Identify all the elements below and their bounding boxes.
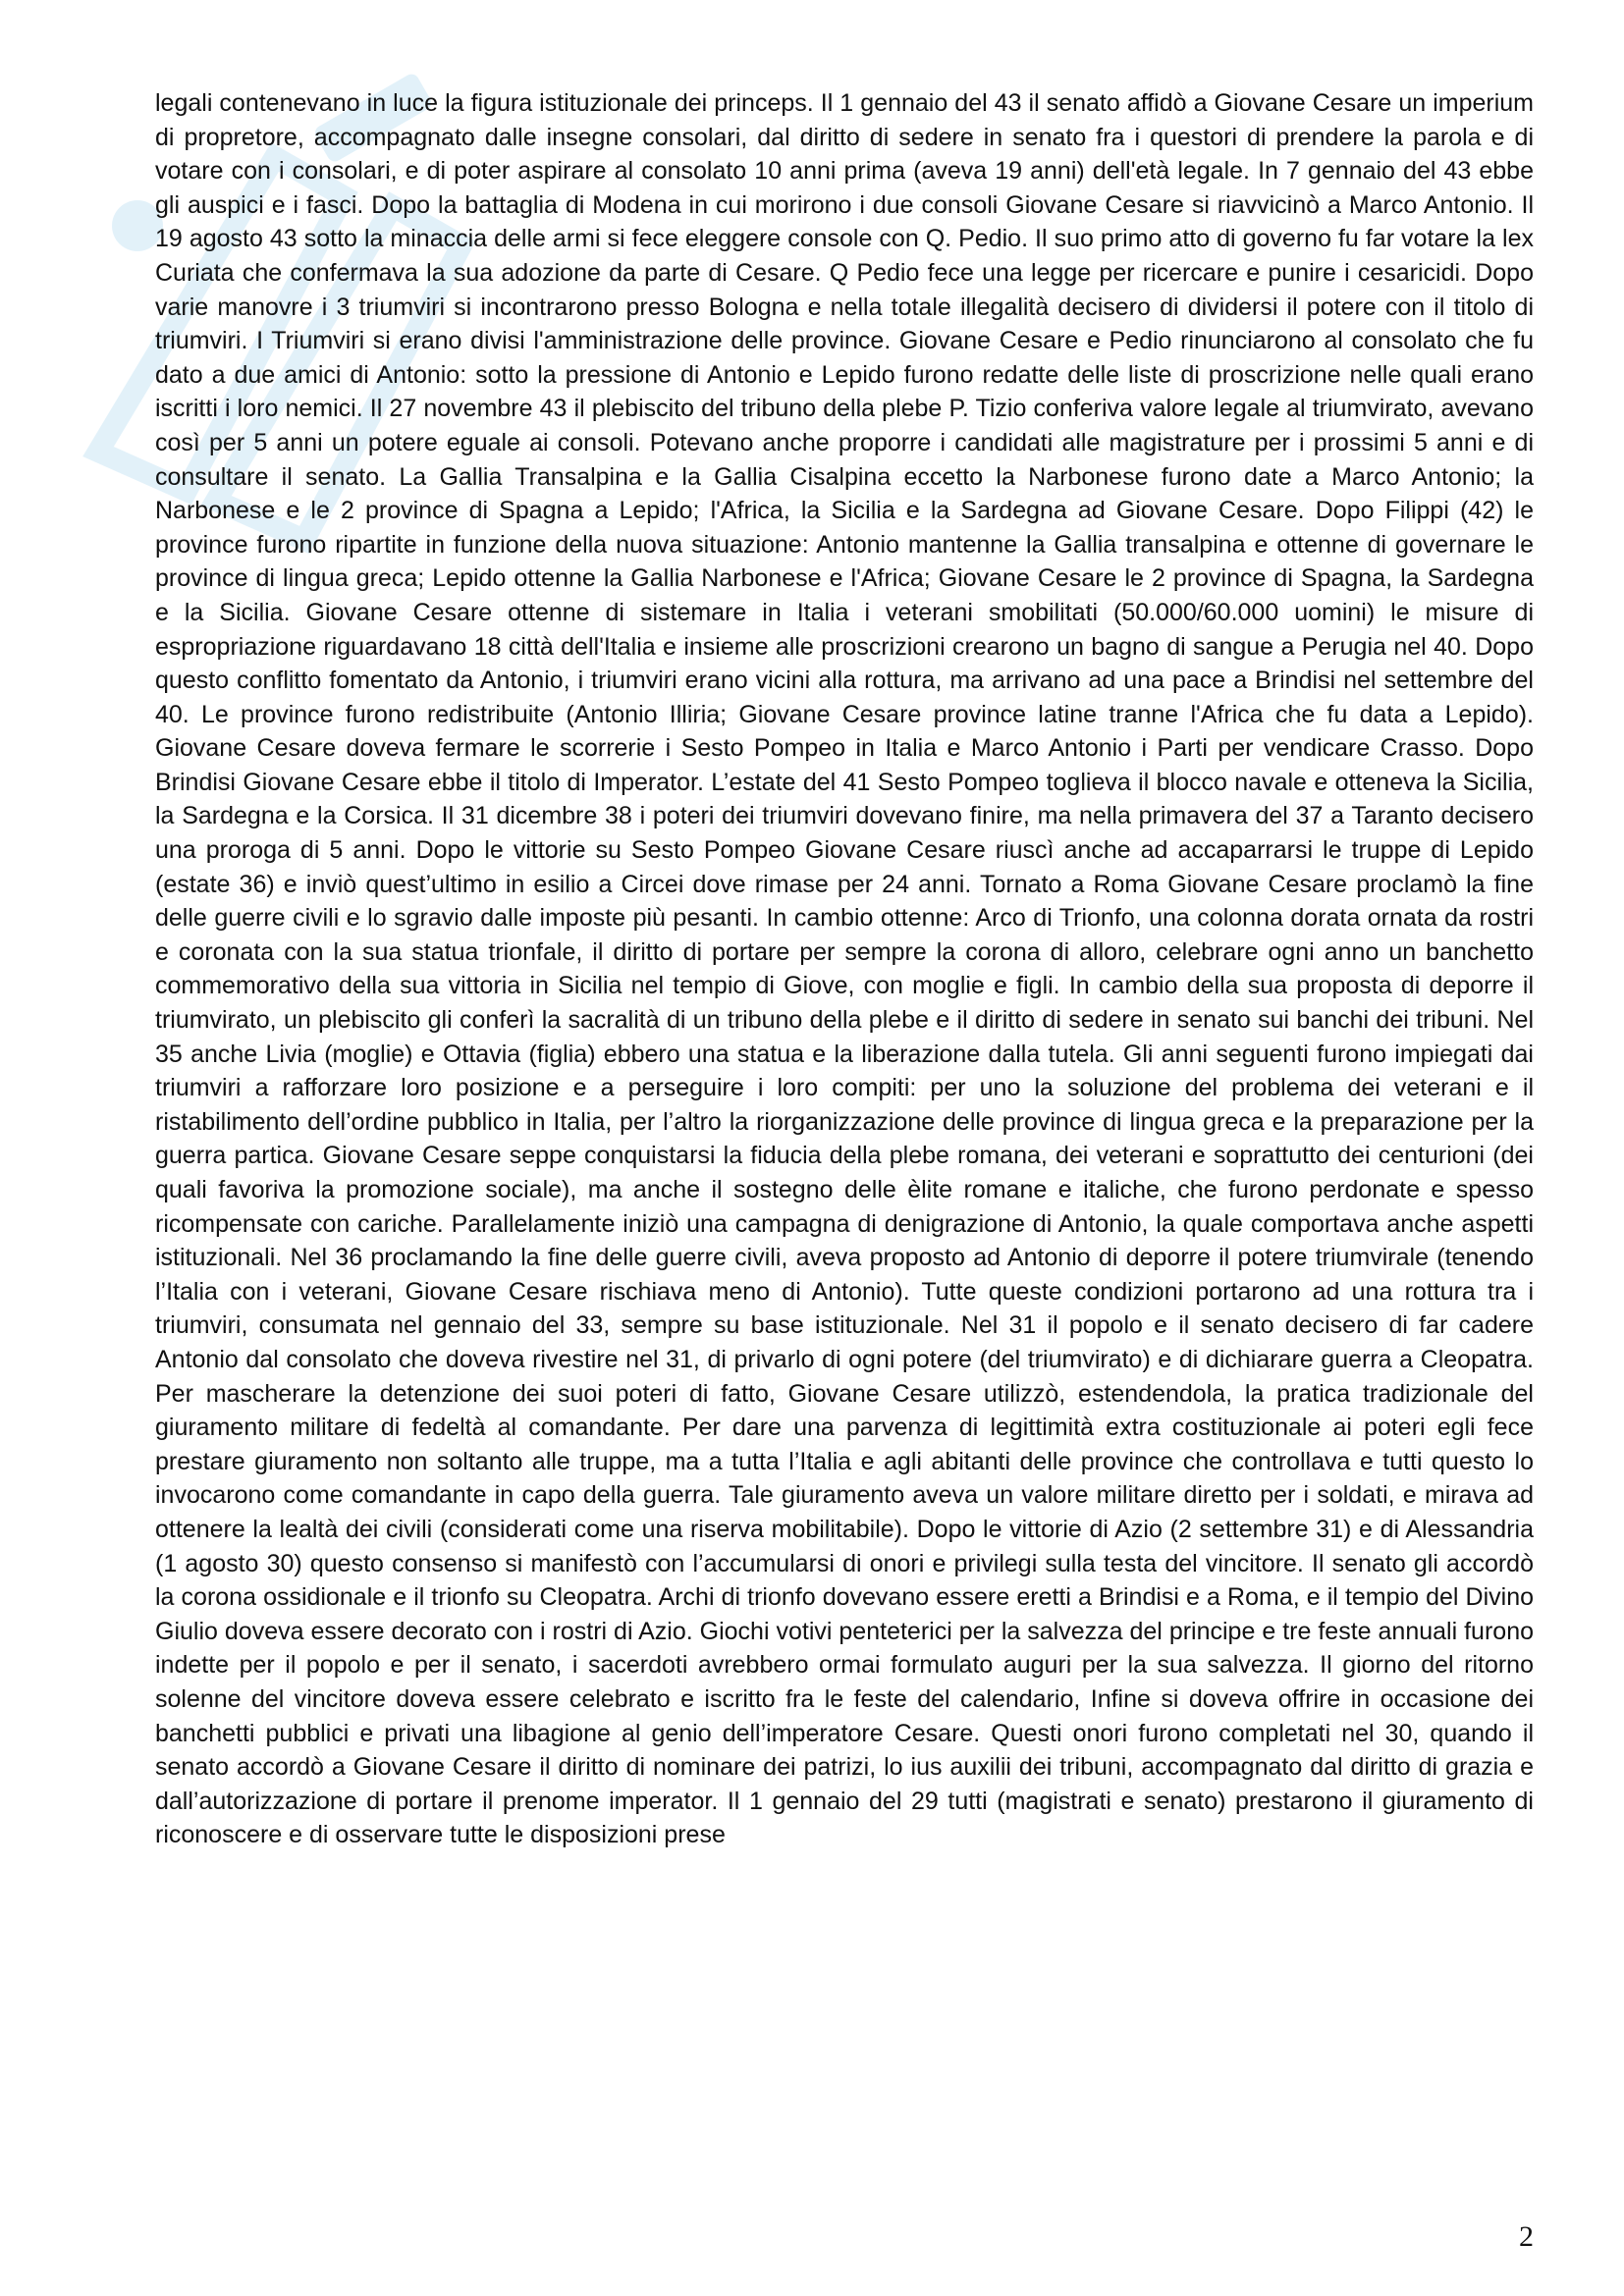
page-number: 2 <box>1519 2220 1534 2253</box>
body-paragraph: legali contenevano in luce la figura istituzionale dei princeps. Il 1 gennaio del 43 il senato affidò a Giovane Cesare un imperium di propretore, accompagnato dalle insegne consolari, dal diritto di sedere in senato fra i questori di prendere la parola e di votare con i consolari, e di poter aspirare al consolato 10 anni prima (aveva 19 anni) dell'età legale. In 7 gennaio del 43 ebbe gli auspici e i fasci. Dopo la battaglia di Modena in cui morirono i due consoli Giovane Cesare si riavvicinò a Marco Antonio. Il 19 agosto 43 sotto la minaccia delle armi si fece eleggere console con Q. Pedio. Il suo primo atto di governo fu far votare la lex Curiata che confermava la sua adozione da parte di Cesare. Q Pedio fece una legge per ricercare e punire i cesaricidi. Dopo varie manovre i 3 triumviri si incontrarono presso Bologna e nella totale illegalità decisero di dividersi il potere con il titolo di triumviri. I Triumviri si erano divisi l'amministrazione delle province. Giovane Cesare e Pedio rinunciarono al consolato che fu dato a due amici di Antonio: sotto la pressione di Antonio e Lepido furono redatte delle liste di proscrizione nelle quali erano iscritti i loro nemici. Il 27 novembre 43 il plebiscito del tribuno della plebe P. Tizio conferiva valore legale al triumvirato, avevano così per 5 anni un potere eguale ai consoli. Potevano anche proporre i candidati alle magistrature per i prossimi 5 anni e di consultare il senato. La Gallia Transalpina e la Gallia Cisalpina eccetto la Narbonese furono date a Marco Antonio; la Narbonese e le 2 province di Spagna a Lepido; l'Africa, la Sicilia e la Sardegna ad Giovane Cesare. Dopo Filippi (42) le province furono ripartite in funzione della nuova situazione: Antonio mantenne la Gallia transalpina e ottenne di governare le province di lingua greca; Lepido ottenne la Gallia Narbonese e l'Africa; Giovane Cesare le 2 province di Spagna, la Sardegna e la Sicilia. Giovane Cesare ottenne di sistemare in Italia i veterani smobilitati (50.000/60.000 uomini) le misure di espropriazione riguardavano 18 città dell'Italia e insieme alle proscrizioni crearono un bagno di sangue a Perugia nel 40. Dopo questo conflitto fomentato da Antonio, i triumviri erano vicini alla rottura, ma arrivano ad una pace a Brindisi nel settembre del 40. Le province furono redistribuite (Antonio Illiria; Giovane Cesare province latine tranne l'Africa che fu data a Lepido). Giovane Cesare doveva fermare le scorrerie i Sesto Pompeo in Italia e Marco Antonio i Parti per vendicare Crasso. Dopo Brindisi Giovane Cesare ebbe il titolo di Imperator. L’estate del 41 Sesto Pompeo toglieva il blocco navale e otteneva la Sicilia, la Sardegna e la Corsica. Il 31 dicembre 38 i poteri dei triumviri dovevano finire, ma nella primavera del 37 a Taranto decisero una proroga di 5 anni. Dopo le vittorie su Sesto Pompeo Giovane Cesare riuscì anche ad accaparrarsi le truppe di Lepido (estate 36) e inviò quest’ultimo in esilio a Circei dove rimase per 24 anni. Tornato a Roma Giovane Cesare proclamò la fine delle guerre civili e lo sgravio dalle imposte più pesanti. In cambio ottenne: Arco di Trionfo, una colonna dorata ornata da rostri e coronata con la sua statua trionfale, il diritto di portare per sempre la corona di alloro, celebrare ogni anno un banchetto commemorativo della sua vittoria in Sicilia nel tempio di Giove, con moglie e figli. In cambio della sua proposta di deporre il triumvirato, un plebiscito gli conferì la sacralità di un tribuno della plebe e il diritto di sedere in senato sui banchi dei tribuni. Nel 35 anche Livia (moglie) e Ottavia (figlia) ebbero una statua e la liberazione dalla tutela. Gli anni seguenti furono impiegati dai triumviri a rafforzare loro posizione e a perseguire i loro compiti: per uno la soluzione del problema dei veterani e il ristabilimento dell’ordine pubblico in Italia, per l’altro la riorganizzazione delle province di lingua greca e la preparazione per la guerra partica. Giovane Cesare seppe conquistarsi la fiducia della plebe romana, dei veterani e soprattutto dei centurioni (dei quali favoriva la promozione sociale), ma anche il sostegno delle èlite romane e italiche, che furono perdonate e spesso ricompensate con cariche. Parallelamente iniziò una campagna di denigrazione di Antonio, la quale comportava anche aspetti istituzionali. Nel 36 proclamando la fine delle guerre civili, aveva proposto ad Antonio di deporre il potere triumvirale (tenendo l’Italia con i veterani, Giovane Cesare rischiava meno di Antonio). Tutte queste condizioni portarono ad una rottura tra i triumviri, consumata nel gennaio del 33, sempre su base istituzionale. Nel 31 il popolo e il senato decisero di far cadere Antonio dal consolato che doveva rivestire nel 31, di privarlo di ogni potere (del triumvirato) e di dichiarare guerra a Cleopatra. Per mascherare la detenzione dei suoi poteri di fatto, Giovane Cesare utilizzò, estendendola, la pratica tradizionale del giuramento militare di fedeltà al comandante. Per dare una parvenza di legittimità extra costituzionale ai poteri egli fece prestare giuramento non soltanto alle truppe, ma a tutta l’Italia e agli abitanti delle province che controllava e tutti questo lo invocarono come comandante in capo della guerra. Tale giuramento aveva un valore militare diretto per i soldati, e mirava ad ottenere la lealtà dei civili (considerati come una riserva mobilitabile). Dopo le vittorie di Azio (2 settembre 31) e di Alessandria (1 agosto 30) questo consenso si manifestò con l’accumularsi di onori e privilegi sulla testa del vincitore. Il senato gli accordò la corona ossidionale e il trionfo su Cleopatra. Archi di trionfo dovevano essere eretti a Brindisi e a Roma, e il tempio del Divino Giulio doveva essere decorato con i rostri di Azio. Giochi votivi penteterici per la salvezza del principe e tre feste annuali furono indette per il popolo e per il senato, i sacerdoti avrebbero ormai formulato auguri per la sua salvezza. Il giorno del ritorno solenne del vincitore doveva essere celebrato e iscritto fra le feste del calendario, Infine si doveva offrire in occasione dei banchetti pubblici e privati una libagione al genio dell’imperatore Cesare. Questi onori furono completati nel 30, quando il senato accordò a Giovane Cesare il diritto di nominare dei patrizi, lo ius auxilii dei tribuni, accompagnato dal diritto di grazia e dall’autorizzazione di portare il prenome imperator. Il 1 gennaio del 29 tutti (magistrati e senato) prestarono il giuramento di riconoscere e di osservare tutte le disposizioni prese <box>155 89 1534 1849</box>
